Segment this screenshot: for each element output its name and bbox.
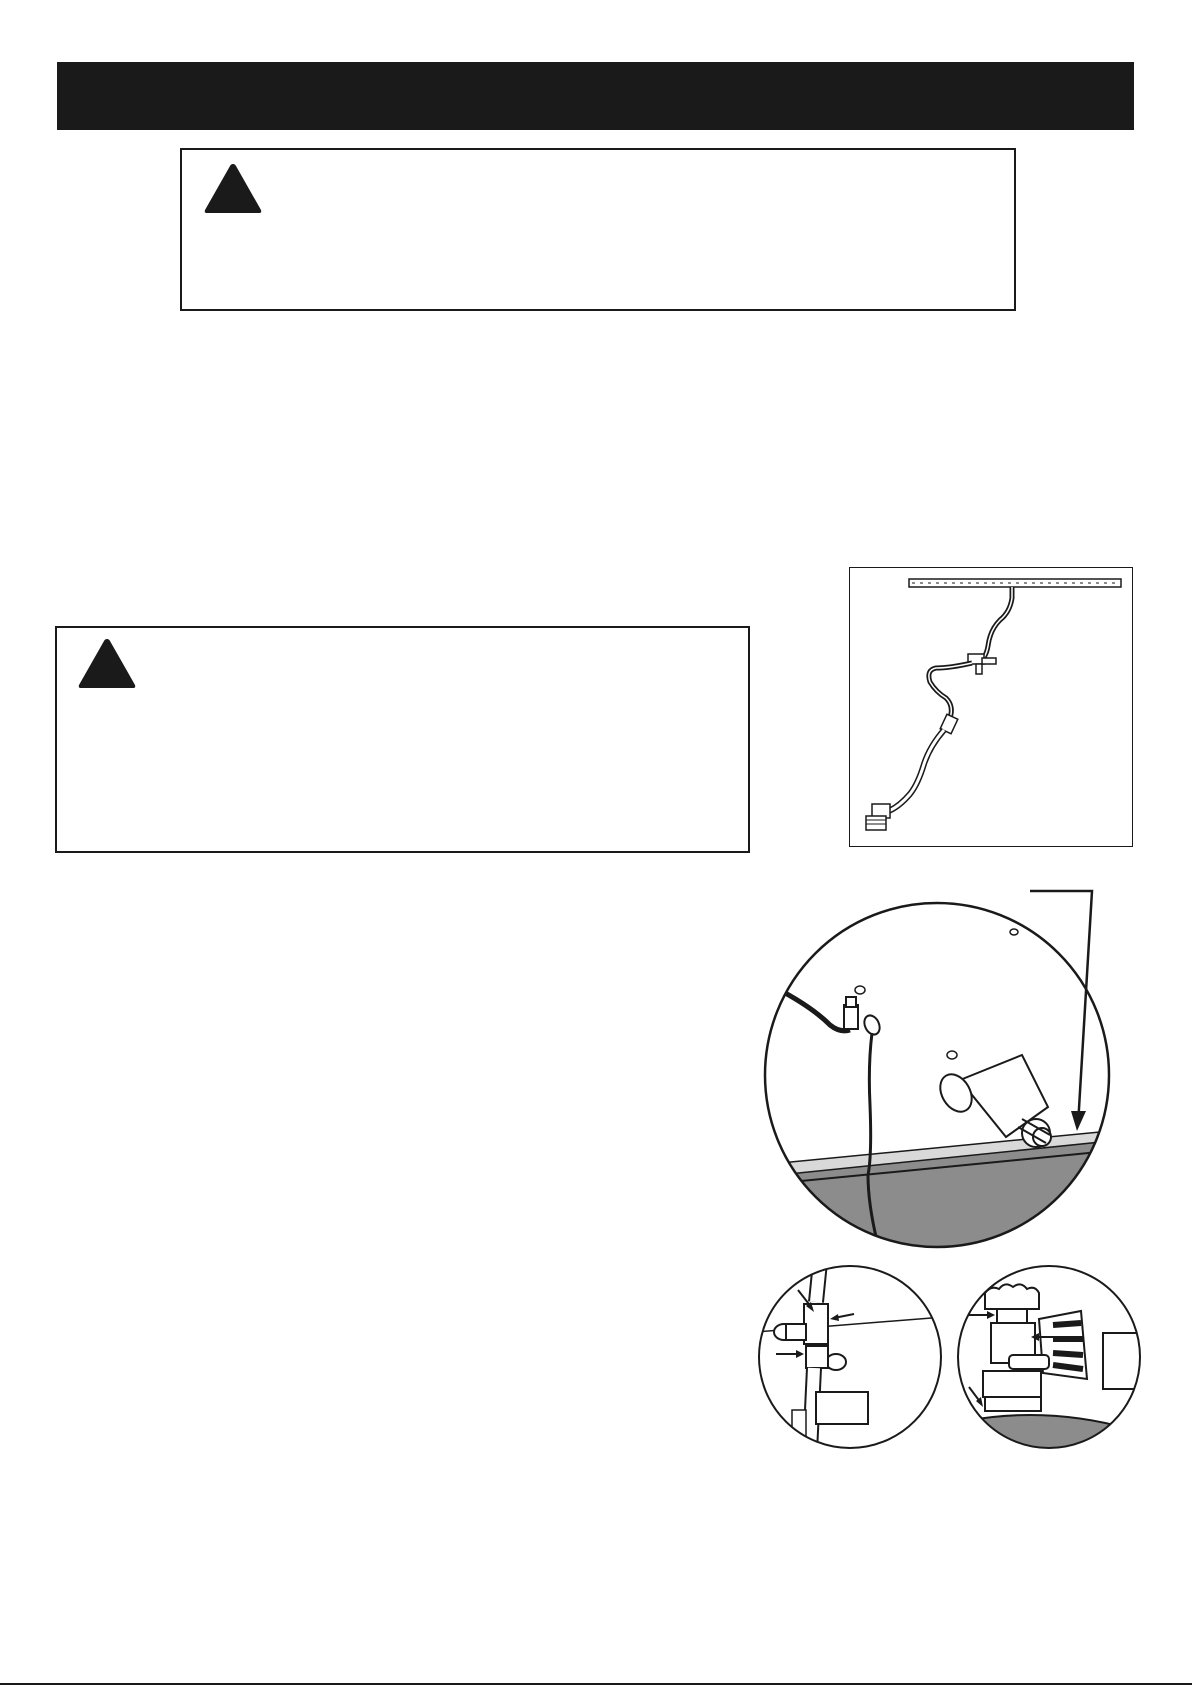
hose-assembly-illustration — [850, 568, 1131, 845]
section-header-bar — [57, 62, 1134, 130]
tank-valve-closeup-illustration — [955, 1263, 1143, 1451]
burner-orifice-closeup-illustration — [760, 875, 1120, 1255]
warning-triangle-icon — [203, 161, 263, 215]
warning-box-top — [180, 148, 1016, 311]
hose-assembly-figure — [849, 567, 1133, 847]
tee-fitting-closeup-illustration — [756, 1262, 944, 1452]
warning-box-middle — [55, 626, 750, 853]
warning-triangle-icon — [77, 636, 137, 690]
